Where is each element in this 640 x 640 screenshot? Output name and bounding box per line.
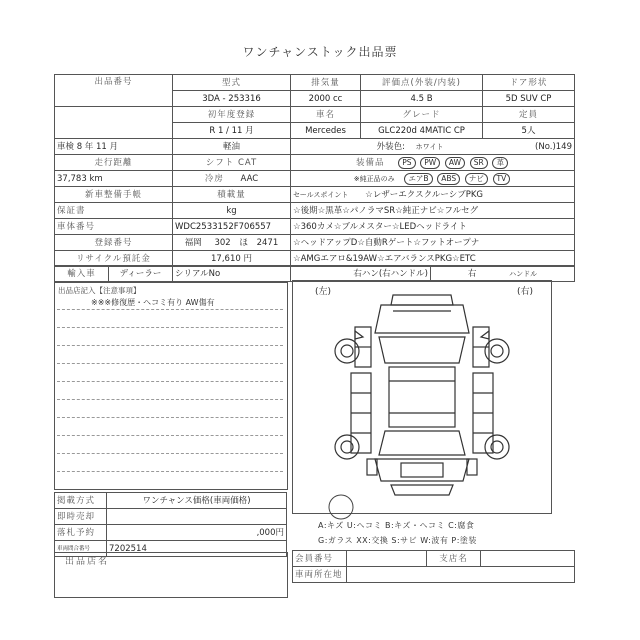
score: 4.5 B xyxy=(361,91,483,107)
location-value xyxy=(347,567,575,583)
car-outline-icon xyxy=(293,281,551,513)
lot-number-label: 出品番号 xyxy=(55,75,173,107)
selling-point-label: セールスポイント xyxy=(293,190,349,199)
inquiry-number: 7202514 xyxy=(107,541,287,557)
exterior-color-cell xyxy=(291,139,575,155)
equipment-sub-label: ※純正品のみ xyxy=(353,174,395,183)
equip-abs: ABS xyxy=(437,173,460,185)
car-diagram xyxy=(292,280,552,514)
spec-table xyxy=(54,74,575,139)
fuel-type: 軽油 xyxy=(173,139,291,155)
equip-airbag: エアB xyxy=(404,173,432,185)
notes-rule xyxy=(57,399,283,400)
make: Mercedes xyxy=(291,123,361,139)
member-no-label: 会員番号 xyxy=(293,551,347,567)
notes-line-1: ※※※修復歴・ヘコミ有り AW傷有 xyxy=(91,298,215,307)
model-code-label: 型式 xyxy=(173,75,291,91)
equipment2-cell xyxy=(291,171,575,187)
location-label: 車両所在地 xyxy=(293,567,347,583)
seller-notes xyxy=(54,282,288,490)
equip-tv: TV xyxy=(493,173,511,185)
vin-label: 車体番号 xyxy=(55,219,173,235)
vin: WDC2533152F706557 xyxy=(173,219,291,235)
handle-value: 右 xyxy=(467,268,477,279)
spec-row-2 xyxy=(55,107,575,123)
notes-rule xyxy=(57,327,283,328)
dealer: ディーラー xyxy=(109,266,173,282)
equip-pw: PW xyxy=(420,157,440,169)
mileage-label: 走行距離 xyxy=(55,155,173,171)
notes-rule xyxy=(57,471,283,472)
seller-name-label: 出品店名 xyxy=(65,557,110,567)
equip-leather: 革 xyxy=(492,157,508,169)
location-row xyxy=(293,567,575,583)
plate-cell xyxy=(173,235,291,251)
blank-circle-icon xyxy=(326,492,356,522)
legend-line-1: A:キズ U:ヘコミ B:キズ・ヘコミ C:腐食 xyxy=(318,521,475,530)
plate-num: 302 xyxy=(214,237,231,248)
equip-sr: SR xyxy=(470,157,488,169)
mileage: 37,783 km xyxy=(55,171,173,187)
notes-rule xyxy=(57,309,283,310)
equipment-cell xyxy=(291,155,575,171)
equip-navi: ナビ xyxy=(465,173,488,185)
selling-point-3: ☆360カメ☆ブルメスター☆LEDヘッドライト xyxy=(291,219,575,235)
selling-point-4: ☆ヘッドアップD☆自動Rゲート☆フットオープナ xyxy=(291,235,575,251)
displacement-label: 排気量 xyxy=(291,75,361,91)
equip-ps: PS xyxy=(398,157,415,169)
plate-area: 福岡 xyxy=(184,237,202,248)
member-row xyxy=(293,551,575,567)
grade-label: グレード xyxy=(361,107,483,123)
notes-rule xyxy=(57,435,283,436)
capacity-unit: kg xyxy=(173,203,291,219)
notes-rule xyxy=(57,381,283,382)
selling-point-text-1: ☆レザーエクスクルーシブPKG xyxy=(365,189,483,200)
detail-row-vin xyxy=(55,219,575,235)
notes-rule xyxy=(57,345,283,346)
reserve-label: 落札予約 xyxy=(55,525,107,541)
ac-value: AAC xyxy=(240,173,259,184)
instant-label: 即時売却 xyxy=(55,509,107,525)
price-row-instant xyxy=(55,509,287,525)
notes-rule xyxy=(57,363,283,364)
lot-number-value xyxy=(55,107,173,139)
score-label: 評価点(外装/内装) xyxy=(361,75,483,91)
handle-label: 右ハン(右ハンドル) xyxy=(291,266,431,282)
seller-name-box xyxy=(54,552,288,598)
diagram-left-label: (左) xyxy=(315,287,332,297)
detail-row-mileage-values xyxy=(55,171,575,187)
detail-row-inspection xyxy=(55,139,575,155)
capacity-label: 積載量 xyxy=(173,187,291,203)
ac-cell xyxy=(173,171,291,187)
notes-header: 出品店記入【注意事項】 xyxy=(58,286,141,295)
lhd-label: ハンドル xyxy=(509,269,538,278)
selling-point-5: ☆AMGエアロ&19AW☆エアバランスPKG☆ETC xyxy=(291,251,575,267)
recycle-label: リサイクル預託金 xyxy=(55,251,173,267)
plate-kana: ほ xyxy=(239,237,248,248)
spec-row-1 xyxy=(55,75,575,91)
price-table xyxy=(54,492,287,557)
detail-row-mileage xyxy=(55,155,575,171)
seats-label: 定員 xyxy=(483,107,575,123)
method: ワンチャンス価格(車両価格) xyxy=(107,493,287,509)
model-code: 3DA - 253316 xyxy=(173,91,291,107)
detail-row-plate xyxy=(55,235,575,251)
store-name xyxy=(481,551,575,567)
equip-aw: AW xyxy=(445,157,465,169)
make-label: 車名 xyxy=(291,107,361,123)
first-reg-label: 初年度登録 xyxy=(173,107,291,123)
shift: シフト CAT xyxy=(173,155,291,171)
seats: 5人 xyxy=(483,123,575,139)
plate-label: 登録番号 xyxy=(55,235,173,251)
price-row-method xyxy=(55,493,287,509)
notes-rule xyxy=(57,417,283,418)
reserve-value: ,000円 xyxy=(107,525,287,541)
ac-label: 冷房 xyxy=(204,173,224,184)
notes-rule xyxy=(57,453,283,454)
member-table xyxy=(292,550,575,583)
detail-table xyxy=(54,138,575,267)
warranty-label: 保証書 xyxy=(55,203,173,219)
service-book-label: 新車整備手帳 xyxy=(55,187,173,203)
member-no xyxy=(347,551,427,567)
door-type: 5D SUV CP xyxy=(483,91,575,107)
store-label: 支店名 xyxy=(427,551,481,567)
selling-point-1 xyxy=(291,187,575,203)
sheet-title: ワンチャンストック出品票 xyxy=(242,45,398,59)
inspection: 車検 8 年 11 月 xyxy=(55,139,173,155)
price-row-reserve xyxy=(55,525,287,541)
color-number: (No.)149 xyxy=(535,141,572,152)
first-reg: R 1 / 11 月 xyxy=(173,123,291,139)
legend-line-2: G:ガラス XX:交換 S:サビ W:波有 P:塗装 xyxy=(318,536,477,545)
import-label: 輸入車 xyxy=(55,266,109,282)
instant-value xyxy=(107,509,287,525)
displacement: 2000 cc xyxy=(291,91,361,107)
diagram-right-label: (右) xyxy=(516,287,533,297)
inquiry-label: 車両問合番号 xyxy=(55,541,107,557)
serial-no: シリアルNo xyxy=(173,266,291,282)
equipment-label: 装備品 xyxy=(356,157,385,168)
method-label: 掲載方式 xyxy=(55,493,107,509)
detail-row-warranty xyxy=(55,203,575,219)
detail-row-service xyxy=(55,187,575,203)
plate-no: 2471 xyxy=(256,237,279,248)
selling-point-2: ☆後期☆黒革☆パノラマSR☆純正ナビ☆フルセグ xyxy=(291,203,575,219)
color-label: 外装色: xyxy=(376,141,405,152)
color-value: ホワイト xyxy=(415,142,444,151)
grade: GLC220d 4MATIC CP xyxy=(361,123,483,139)
recycle-fee: 17,610 円 xyxy=(173,251,291,267)
door-type-label: ドア形状 xyxy=(483,75,575,91)
